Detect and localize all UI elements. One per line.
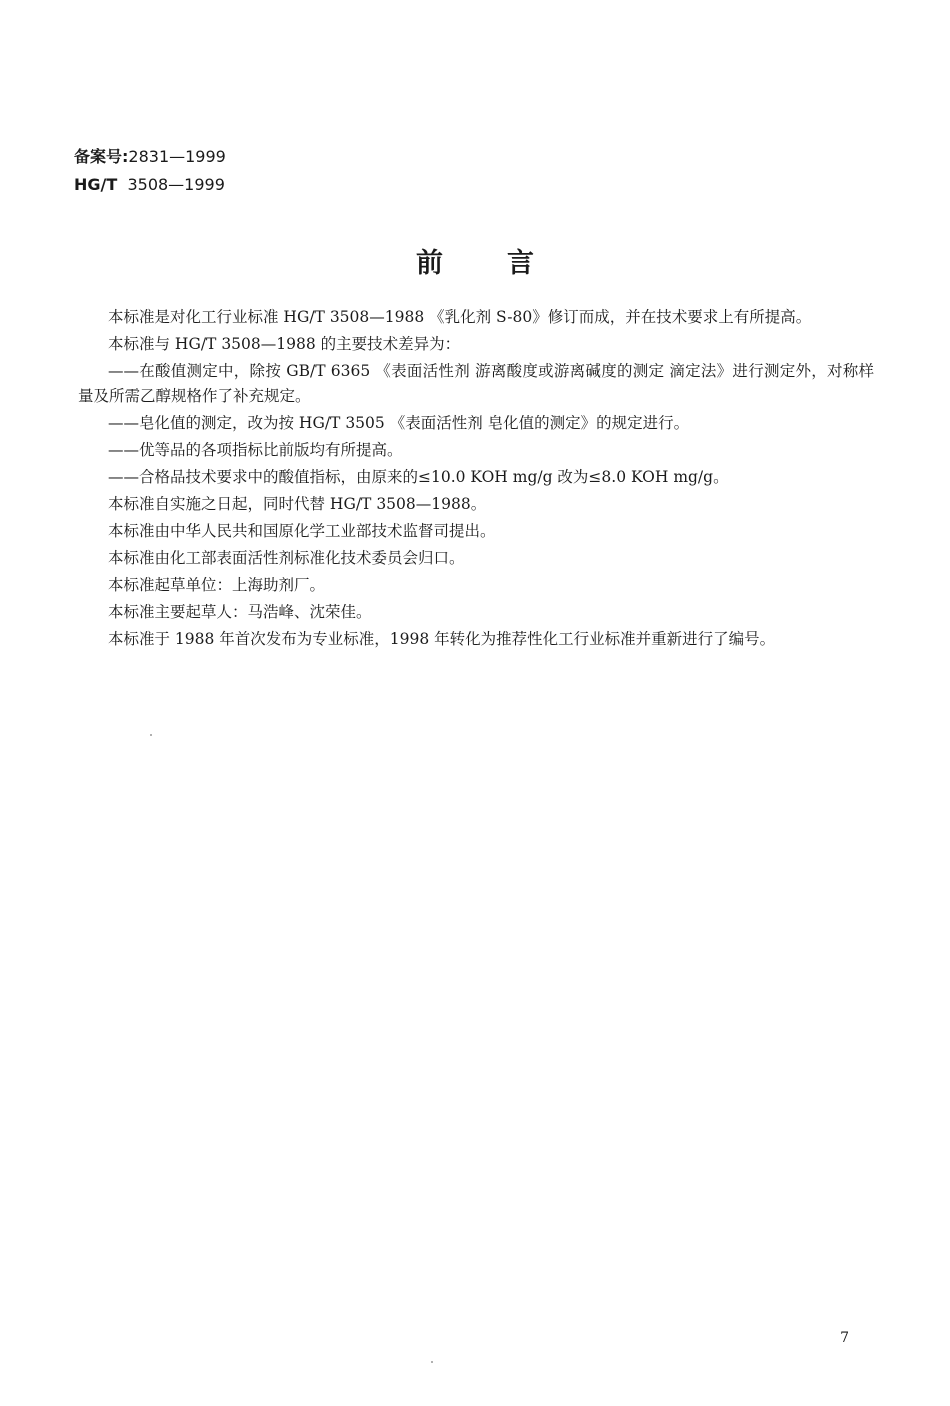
page-title: 前言 xyxy=(416,248,598,279)
scan-speck xyxy=(150,734,152,736)
record-number xyxy=(74,147,226,167)
paragraph: ——优等品的各项指标比前版均有所提高。 xyxy=(108,441,403,459)
record-number-value: 2831—1999 xyxy=(128,147,226,166)
paragraph: ——皂化值的测定，改为按 HG/T 3505 《表面活性剂 皂化值的测定》的规定进行。 xyxy=(108,414,690,432)
scan-speck xyxy=(431,1361,433,1363)
standard-number-label: HG/T xyxy=(74,175,118,194)
standard-number-value: 3508—1999 xyxy=(127,175,225,194)
record-number-label: 备案号: xyxy=(74,147,129,166)
paragraph: 本标准主要起草人：马浩峰、沈荣佳。 xyxy=(108,603,372,621)
paragraph: 本标准自实施之日起，同时代替 HG/T 3508—1988。 xyxy=(108,495,487,513)
paragraph: 本标准是对化工行业标准 HG/T 3508—1988 《乳化剂 S-80》修订而成，并在技术要求上有所提高。 xyxy=(108,308,812,326)
foreword-body xyxy=(78,305,874,654)
paragraph: 本标准由化工部表面活性剂标准化技术委员会归口。 xyxy=(108,549,465,567)
paragraph: 本标准于 1988 年首次发布为专业标准，1998 年转化为推荐性化工行业标准并重新进行了编号。 xyxy=(108,630,776,648)
page-number: 7 xyxy=(840,1330,849,1346)
paragraph: 本标准与 HG/T 3508—1988 的主要技术差异为： xyxy=(108,335,461,353)
standard-number xyxy=(74,175,225,195)
paragraph: ——合格品技术要求中的酸值指标，由原来的≤10.0 KOH mg/g 改为≤8.0 KOH mg/g。 xyxy=(108,468,729,486)
paragraph: 本标准由中华人民共和国原化学工业部技术监督司提出。 xyxy=(108,522,496,540)
paragraph: ——在酸值测定中，除按 GB/T 6365 《表面活性剂 游离酸度或游离碱度的测定 滴定法》进行测定外，对称样量及所需乙醇规格作了补充规定。 xyxy=(78,362,874,405)
paragraph: 本标准起草单位：上海助剂厂。 xyxy=(108,576,326,594)
